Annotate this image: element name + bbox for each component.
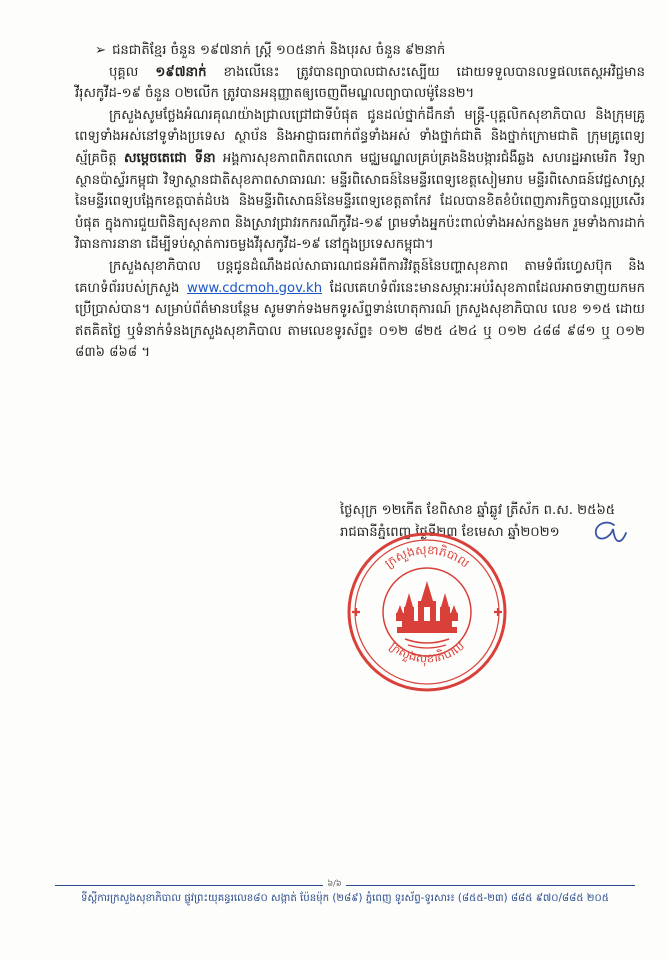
lunar-date: ថ្ងៃសុក្រ ១២កើត ខែពិសាខ ឆ្នាំឆ្លូវ ត្រីស័ក ព.ស. ២៥៦៥ bbox=[340, 503, 616, 518]
paragraph-text: អង្គការសុខភាពពិភពលោក មជ្ឈមណ្ឌលគ្រប់គ្រងនិងបង្ការជំងឺឆ្លង សហរដ្ឋអាមេរិក វិទ្យាស្ថានប៉ាស្ទ័រកម្ពុជា វិទ្យាស្ថានជាតិសុខភាពសាធារណៈ មន្ទីរពិសោធន៍នៃមន្ទីរពេទ្យខេត្តសៀមរាប មន្ទីរពិសោធន៍វេជ្ជសាស្ត្រនៃមន្ទីរពេទ្យបង្អែកខេត្តបាត់ដំបង និងមន្ទីរពិសោធន៍នៃមន្ទីរពេទ្យខេត្តតាកែវ ដែលបានខិតខំបំពេញភារកិច្ចបានល្អប្រសើរបំផុត ក្នុងការជួយពិនិត្យសុខភាព និងស្រាវជ្រាវរកករណីកូវីដ-១៩ ព្រមទាំងអ្នកប៉ះពាល់ទាំងអស់កន្លងមក រួមទាំងការដាក់វិធានការនានា ដើម្បីទប់ស្កាត់ការចម្លងវីរុសកូវីដ-១៩ នៅក្នុងប្រទេសកម្ពុជា។ bbox=[75, 150, 645, 253]
paragraph-text: ក្រសួងសូមថ្លែងអំណរគុណយ៉ាងជ្រាលជ្រៅជាទីបំផុត ជូនដល់ថ្នាក់ដឹកនាំ មន្ត្រី-បុគ្គលិកសុខាភិបាល និងក្រុមគ្រូពេទ្យទាំងអស់នៅទូទាំងប្រទេស ស្ថាប័ន និងអាជ្ញាធរពាក់ព័ន្ធទាំងអស់ ទាំងថ្នាក់ជាតិ និងថ្នាក់ក្រោមជាតិ ក្រុមគ្រូពេទ្យស្ម័គ្រចិត្ត bbox=[75, 107, 645, 166]
paragraph-recovered bbox=[75, 62, 645, 105]
ministry-seal-icon bbox=[342, 527, 512, 697]
bullet-text: ជនជាតិខ្មែរ ចំនួន ១៩៧នាក់ ស្ត្រី ១០៥នាក់ និងបុរស ចំនួន ៩២នាក់ bbox=[112, 43, 446, 58]
bold-team-name: សម្តេចតេជោ ទីនា bbox=[124, 150, 216, 166]
signature-icon bbox=[588, 515, 628, 545]
website-link[interactable]: www.cdcmoh.gov.kh bbox=[186, 280, 323, 296]
solar-date: រាជធានីភ្នំពេញ ថ្ងៃទី២៣ ខែមេសា ឆ្នាំ២០២១ bbox=[340, 525, 560, 540]
arrow-bullet-icon: ➢ bbox=[95, 43, 107, 58]
recovered-count: ១៩៧នាក់ bbox=[155, 64, 207, 80]
seal-bottom-text: ក្រសួងសុខាភិបាល bbox=[387, 638, 467, 666]
paragraph-contact bbox=[75, 256, 645, 364]
paragraph-text: បុគ្គល bbox=[109, 64, 156, 80]
document-body bbox=[75, 40, 645, 364]
page-number: ៦/៦ bbox=[0, 878, 669, 890]
footer-address: ទីស្តីការក្រសួងសុខាភិបាល ផ្លូវព្រះយុគន្ធរលេខ៨០ សង្កាត់ ប៉ែនម៉ុក (២៨៩) ភ្នំពេញ ទូរស័ព្ទ-ទូរសារ៖ (៨៥៥-២៣) ៨៨៥ ៩៧០/៨៨៥ ២០៥ bbox=[81, 893, 609, 904]
seal-top-text: ក្រសួងសុខាភិបាល bbox=[382, 542, 472, 571]
paragraph-text: ក្រសួងសុខាភិបាល បន្តជូនដំណឹងដល់សាធារណជនអំពីការវិវត្តន៍នៃបញ្ហាសុខភាព តាមទំព័រហ្វេសប៊ុក និងគេហទំព័ររបស់ក្រសួង bbox=[75, 258, 645, 296]
paragraph-text: ខាងលើនេះ ត្រូវបានព្យាបាលជាសះស្បើយ ដោយទទួលបានលទ្ធផលតេស្តអវិជ្ជមានវីរុសកូវីដ-១៩ ចំនួន ០២លើក ត្រូវបានអនុញ្ញាតឲ្យចេញពីមណ្ឌលព្យាបាលម៉ូនែន២។ bbox=[75, 64, 645, 102]
paragraph-text: ដែលគេហទំព័រនេះមានសម្ភារៈអប់រំសុខភាពដែលអាចទាញយកមកប្រើប្រាស់បាន។ សម្រាប់ព័ត៌មានបន្ថែម សូមទាក់ទងមកទូរស័ព្ទទាន់ហេតុការណ៍ ក្រសួងសុខាភិបាល លេខ ១១៥ ដោយឥតគិតថ្លៃ ឬទំនាក់ទំនងក្រសួងសុខាភិបាល តាមលេខទូរស័ព្ទ៖ ០១២ ៨២៥ ៤២៤ ឬ ០១២ ៤៨៨ ៩៨១ ឬ ០១២ ៨៣៦ ៨៦៨ ។ bbox=[75, 280, 645, 361]
paragraph-thanks bbox=[75, 105, 645, 256]
bullet-line bbox=[95, 40, 645, 62]
